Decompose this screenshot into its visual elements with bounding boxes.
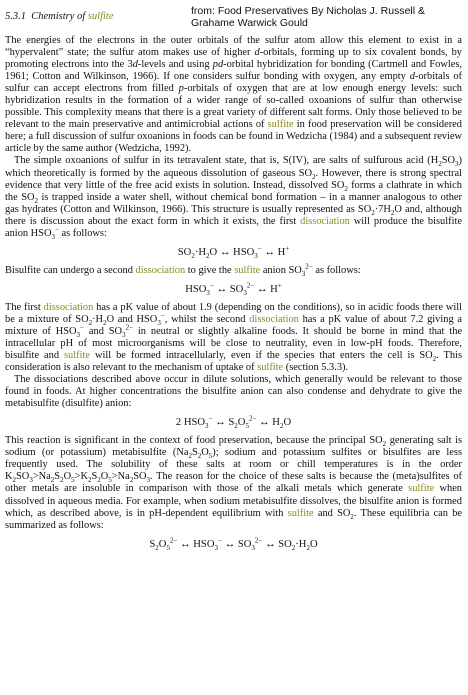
paragraph-second-dissociation: Bisulfite can undergo a second dissociation to give the sulfite anion $SO_3^{2-}$ as follows: bbox=[5, 262, 361, 278]
equation-second-dissociation: $HSO_3^-$ ↔ $SO_3^{2-}$ ↔ H+ bbox=[185, 281, 282, 297]
source-citation bbox=[191, 5, 441, 29]
equation-first-dissociation: $SO_2\cdot H_2O$ ↔ $HSO_3^-$ ↔ H+ bbox=[177, 244, 290, 260]
equation-metabisulfite: 2 $HSO_3^-$ ↔ $S_2O_5^{2-}$ ↔ $H_2O$ bbox=[175, 414, 292, 431]
section-title-prefix: Chemistry of bbox=[31, 11, 88, 22]
paragraph-pk-values: The first dissociation has a pK value of about 1.9 (depending on the conditions), so in acidic foods there will be a mixture of $SO_2\cdot H_2O$ and $HSO_3^-$, whilst the second dissociation has a pK value of about 7.2 giving a mixture of $HSO_3^-$ and $SO_3^{2-}$ in neutral or slightly alkaline foods. It should be borne in mind that the intracellular pH of most microorganisms will be close to neutrality, even in low-pH foods. Therefore, bisulfite and sulfite will be formed intracellularly, even if the species that enters the cell is $SO_2$. This consideration is also relevant to the mechanism of uptake of sulfite (section 5.3.3). bbox=[5, 301, 462, 374]
page-header bbox=[5, 3, 462, 35]
section-title bbox=[5, 11, 114, 22]
body-text bbox=[5, 35, 462, 550]
source-line-1: from: Food Preservatives By Nicholas J. Russell & bbox=[191, 5, 425, 17]
paragraph-oxoanions: The simple oxoanions of sulfur in its tetravalent state, that is, S(IV), are salts of sulfurous acid $(H_2SO_3)$ which theoretically is formed by the aqueous dissolution of gaseous $SO_2$. However, there is strong spectral evidence that very little of the free acid exists in solution. Instead, dissolved $SO_2$ forms a clathrate in which the $SO_2$ is trapped inside a water shell, without chemical bond formation – in a manner analogous to other gas hydrates (Cotton and Wilkinson, 1966). This structure is usually represented as $SO_2\cdot 7H_2O$ and, although there is discussion about the exact form in which it exists, the first dissociation will produce the bisulfite anion $HSO_3^-$ as follows: bbox=[5, 155, 462, 241]
paragraph-salts: This reaction is significant in the context of food preservation, because the principal $SO_2$ generating salt is sodium (or potassium) metabisulfite $(Na_2S_2O_5)$; sodium and potassium sulfites or bisulfites are less frequently used. The solubility of these salts at room or chill temperatures is in the order $K_2SO_3>Na_2S_2O_5>K_2S_2O_5>Na_2SO_3$. The reason for the choice of these salts is because the (meta)sulfites of other metals are insoluble in comparison with those of the alkali metals which generate sulfite when dissolved in aqueous media. For example, when sodium metabisulfite dissolves, the bisulfite anion is formed which, as described above, is in pH-dependent equilibrium with sulfite and $SO_2$. These equilibria can be summarized as follows: bbox=[5, 435, 463, 531]
source-line-2: Grahame Warwick Gould bbox=[191, 17, 308, 29]
section-number: 5.3.1 bbox=[5, 11, 26, 22]
section-title-term: sulfite bbox=[87, 11, 114, 22]
paragraph-hypervalent: The energies of the electrons in the outer orbitals of the sulfur atom allow this element to exist in a “hypervalent” state; the sulfur atom makes use of higher d-orbitals, forming up to six covalent bonds, by promoting electrons into the 3d-levels and using pd-orbital hybridization for bonding (Cartmell and Fowles, 1961; Cotton and Wilkinson, 1966). If one considers sulfur bonding with oxygen, any empty d-orbitals of sulfur can accept electrons from filled p-orbitals of oxygen that are at low enough energy levels: such hybridization results in the formation of a wider range of so-called oxoanions of sulfur than otherwise possible. This complexity means that there is a great variety of different salt forms. Only those believed to be relevant to the main preservative and antimicrobial actions of sulfite in food preservation will be considered here; a full discussion of sulfur oxoanions in foods can be found in Wedzicha (1984) and a subsequent review article by the same author (Wedzicha, 1992). bbox=[5, 35, 463, 155]
paragraph-dilute-solutions: The dissociations described above occur in dilute solutions, which generally would be relevant to those found in foods. At higher concentrations the bisulfite anion can also condense and dehydrate to give the metabisulfite (disulfite) anion: bbox=[5, 374, 462, 410]
equation-equilibria: $S_2O_5^{2-}$ ↔ $HSO_3^-$ ↔ $SO_3^{2-}$ ↔ $SO_2\cdot H_2O$ bbox=[149, 536, 318, 552]
